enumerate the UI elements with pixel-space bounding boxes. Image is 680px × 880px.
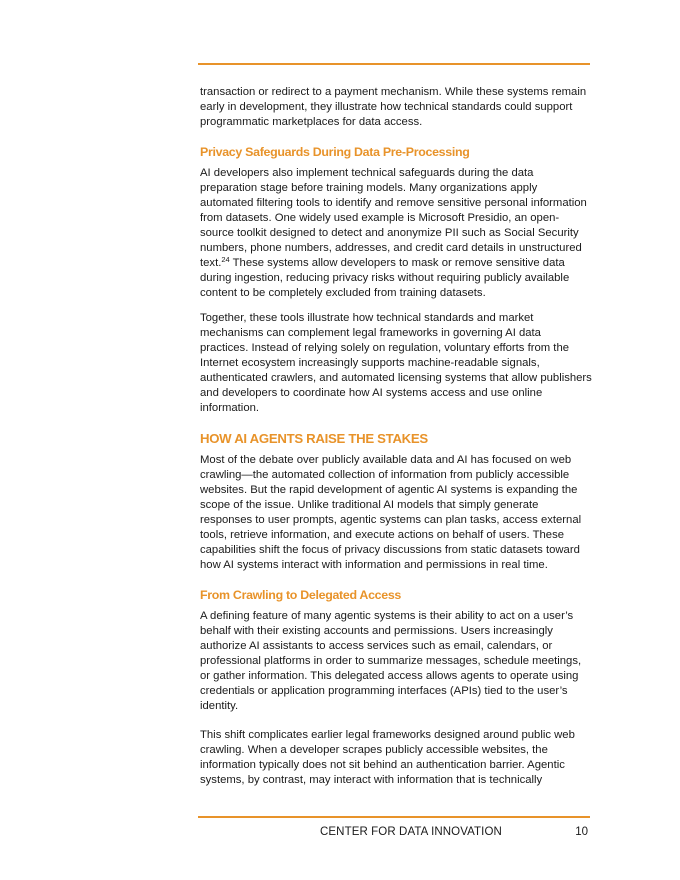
page-number: 10 <box>575 826 588 838</box>
paragraph-text: AI developers also implement technical safeguards during the data preparation stage before training models. Many organizations apply automated filtering tools to identify and remove sensitive personal information from datasets. One widely used example is Microsoft Presidio, an open-source toolkit designed to detect and anonymize PII such as Social Security numbers, phone numbers, addresses, and credit card details in unstructured text. <box>200 167 587 269</box>
footnote-ref[interactable]: 24 <box>221 255 230 264</box>
paragraph: transaction or redirect to a payment mechanism. While these systems remain early in development, they illustrate how technical standards could support programmatic marketplaces for data access. <box>200 86 587 128</box>
footer-org-name: CENTER FOR DATA INNOVATION <box>320 826 502 838</box>
paragraph: A defining feature of many agentic systems is their ability to act on a user’s behalf with their existing accounts and permissions. Users increasingly authorize AI assistants to access services such as email, calendars, or professional platforms in order to summarize messages, schedule meetings, or gather information. This delegated access allows agents to operate using credentials or application programming interfaces (APIs) tied to the user’s identity. <box>200 610 582 712</box>
section-heading-ai-agents: HOW AI AGENTS RAISE THE STAKES <box>200 431 428 446</box>
paragraph: This shift complicates earlier legal frameworks designed around public web crawling. When a developer scrapes publicly accessible websites, the information typically does not sit behind an authentication barrier. Agentic systems, by contrast, may interact with information that is technically <box>200 729 575 786</box>
paragraph: Together, these tools illustrate how technical standards and market mechanisms can complement legal frameworks in governing AI data practices. Instead of relying solely on regulation, voluntary efforts from the Internet ecosystem increasingly supports machine-readable signals, authenticated crawlers, and automated licensing systems that allow publishers and developers to coordinate how AI systems access and use online information. <box>200 312 592 414</box>
subheading-privacy-safeguards: Privacy Safeguards During Data Pre-Processing <box>200 145 470 159</box>
paragraph: Most of the debate over publicly available data and AI has focused on web crawling—the automated collection of information from publicly accessible websites. But the rapid development of agentic AI systems is expanding the scope of the issue. Unlike traditional AI models that simply generate responses to user prompts, agentic systems can plan tasks, access external tools, retrieve information, and execute actions on behalf of users. These capabilities shift the focus of privacy discussions from static datasets toward how AI systems interact with information and permissions in real time. <box>200 454 582 571</box>
page-body <box>200 85 592 798</box>
footer-rule <box>198 816 590 818</box>
paragraph <box>200 166 592 301</box>
header-rule <box>198 63 590 65</box>
paragraph-text: These systems allow developers to mask or remove sensitive data during ingestion, reducing privacy risks without requiring publicly available content to be completely excluded from training datasets. <box>200 257 570 299</box>
subheading-delegated-access: From Crawling to Delegated Access <box>200 588 402 602</box>
